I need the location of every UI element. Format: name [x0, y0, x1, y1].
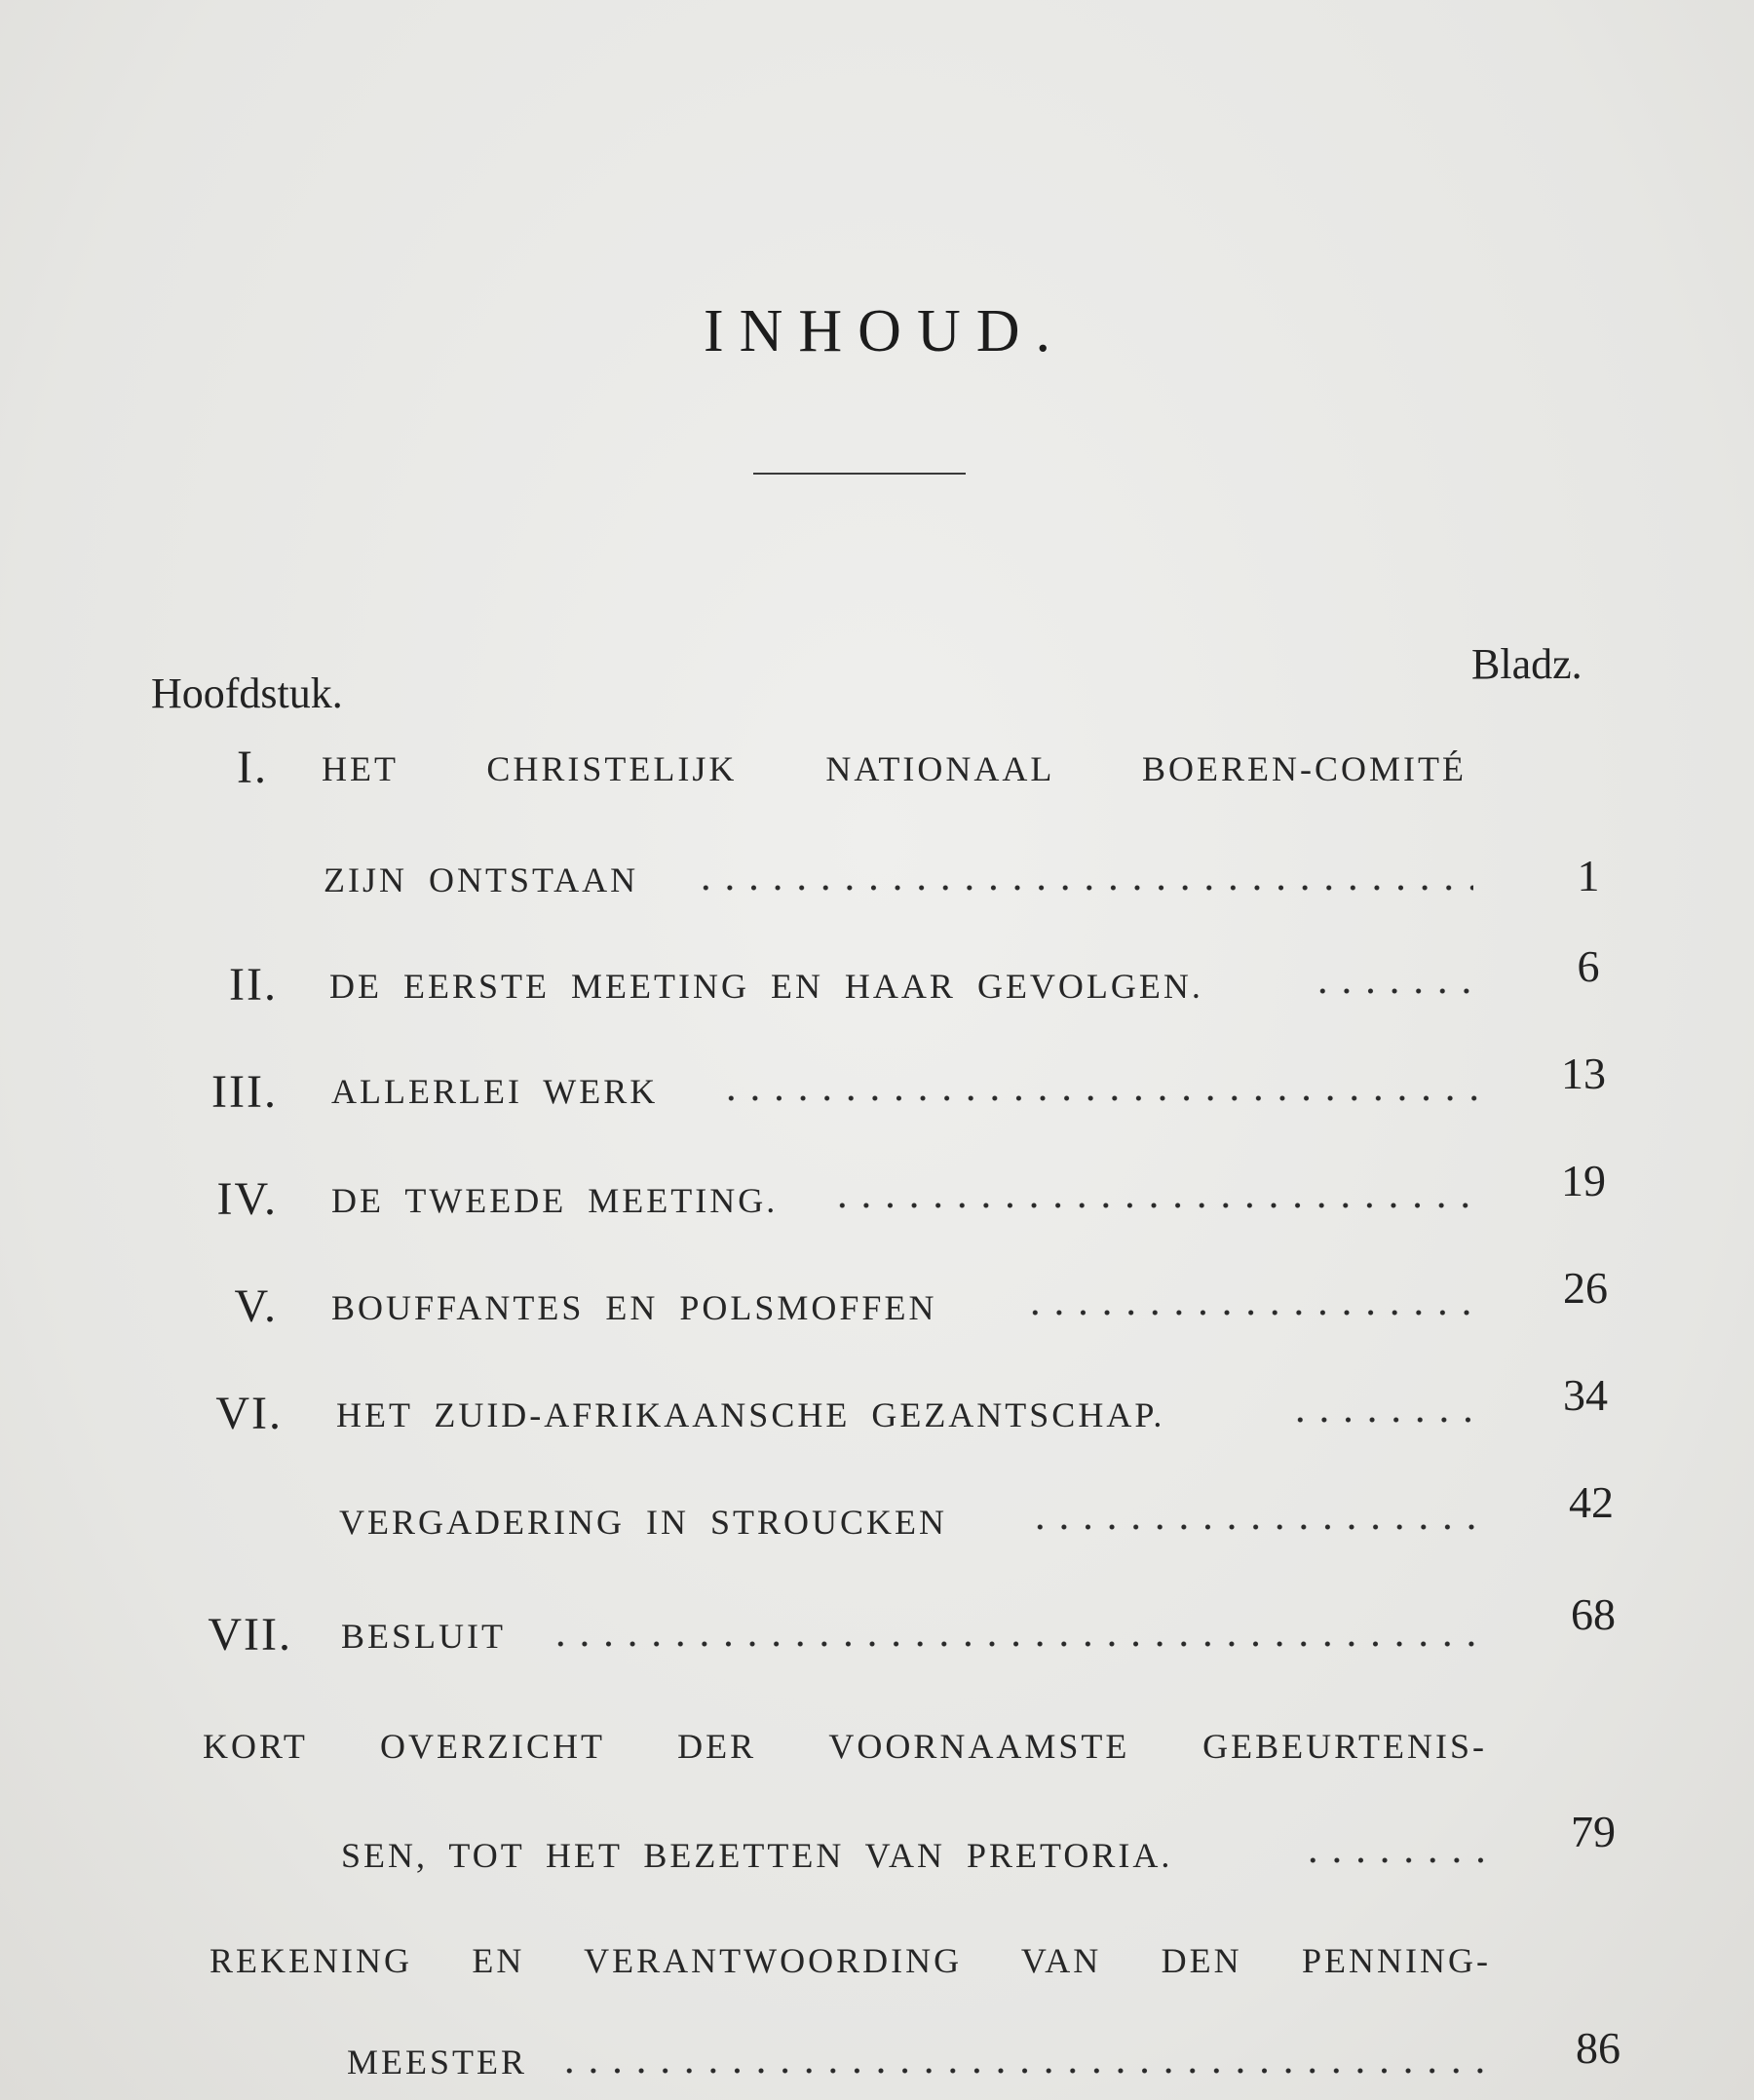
- toc-entry-2: [0, 941, 1754, 1026]
- page-column-header: Bladz.: [1471, 640, 1582, 688]
- dot-leader: [1023, 1309, 1481, 1317]
- chapter-column-header: Hoofdstuk.: [151, 669, 343, 717]
- chapter-numeral: II.: [229, 959, 278, 1011]
- page-number: 19: [1561, 1156, 1606, 1205]
- chapter-numeral: I.: [237, 742, 268, 793]
- toc-entry-9: [0, 1932, 1754, 2001]
- page-number: 1: [1577, 851, 1600, 900]
- page-number: 26: [1563, 1263, 1608, 1313]
- chapter-numeral: VII.: [208, 1609, 292, 1661]
- toc-entry-3: [0, 1049, 1754, 1133]
- dot-leader: [694, 884, 1473, 892]
- entry-title: BESLUIT: [341, 1617, 506, 1656]
- toc-entry-6: [0, 1370, 1754, 1455]
- dot-leader: [719, 1094, 1479, 1102]
- dot-leader: [1288, 1416, 1481, 1424]
- entry-title: ALLERLEI WERK: [331, 1072, 659, 1111]
- toc-entry-4: [0, 1156, 1754, 1241]
- entry-title: VERGADERING IN STROUCKEN: [339, 1503, 947, 1542]
- entry-title-line1: KORT OVERZICHT DER VOORNAAMSTE GEBEURTENIS-: [203, 1727, 1487, 1766]
- chapter-numeral: VI.: [215, 1388, 283, 1439]
- entry-title-line2: MEESTER: [347, 2043, 528, 2081]
- dot-leader: [557, 2067, 1496, 2075]
- page-title: INHOUD.: [703, 298, 1067, 364]
- dot-leader: [1301, 1856, 1491, 1864]
- toc-entry-6-sub: [0, 1477, 1754, 1562]
- entry-title-line2: SEN, TOT HET BEZETTEN VAN PRETORIA.: [341, 1836, 1173, 1875]
- entry-title: DE TWEEDE MEETING.: [331, 1181, 779, 1220]
- chapter-numeral: III.: [211, 1066, 278, 1118]
- dot-leader: [830, 1202, 1481, 1209]
- dot-leader: [1028, 1523, 1486, 1531]
- toc-entry-5: [0, 1263, 1754, 1348]
- page-number: 6: [1577, 941, 1600, 991]
- entry-title-line2: ZIJN ONTSTAAN: [324, 860, 639, 899]
- dot-leader: [1311, 987, 1476, 995]
- toc-entry-7: [0, 1589, 1754, 1676]
- chapter-numeral: IV.: [216, 1173, 278, 1225]
- toc-entry-1: [0, 741, 1754, 809]
- entry-title: BOUFFANTES EN POLSMOFFEN: [331, 1288, 937, 1327]
- page-number: 79: [1571, 1807, 1616, 1856]
- page-number: 42: [1569, 1477, 1614, 1527]
- title-rule: [753, 473, 966, 475]
- toc-entry-1-continued: [0, 850, 1754, 918]
- chapter-numeral: V.: [234, 1280, 278, 1332]
- toc-entry-9-continued: [0, 2023, 1754, 2100]
- page-number: 34: [1563, 1370, 1608, 1420]
- page-number: 86: [1576, 2023, 1621, 2073]
- entry-title: DE EERSTE MEETING EN HAAR GEVOLGEN.: [329, 967, 1203, 1006]
- toc-entry-8-continued: [0, 1807, 1754, 1893]
- page-number: 13: [1561, 1049, 1606, 1098]
- toc-entry-8: [0, 1718, 1754, 1786]
- page-number: 68: [1571, 1589, 1616, 1639]
- entry-title-line1: REKENING EN VERANTWOORDING VAN DEN PENNING-: [210, 1941, 1491, 1980]
- dot-leader: [549, 1640, 1490, 1648]
- entry-title-line1: HET CHRISTELIJK NATIONAAL BOEREN-COMITÉ: [322, 749, 1467, 788]
- entry-title: HET ZUID-AFRIKAANSCHE GEZANTSCHAP.: [336, 1395, 1165, 1434]
